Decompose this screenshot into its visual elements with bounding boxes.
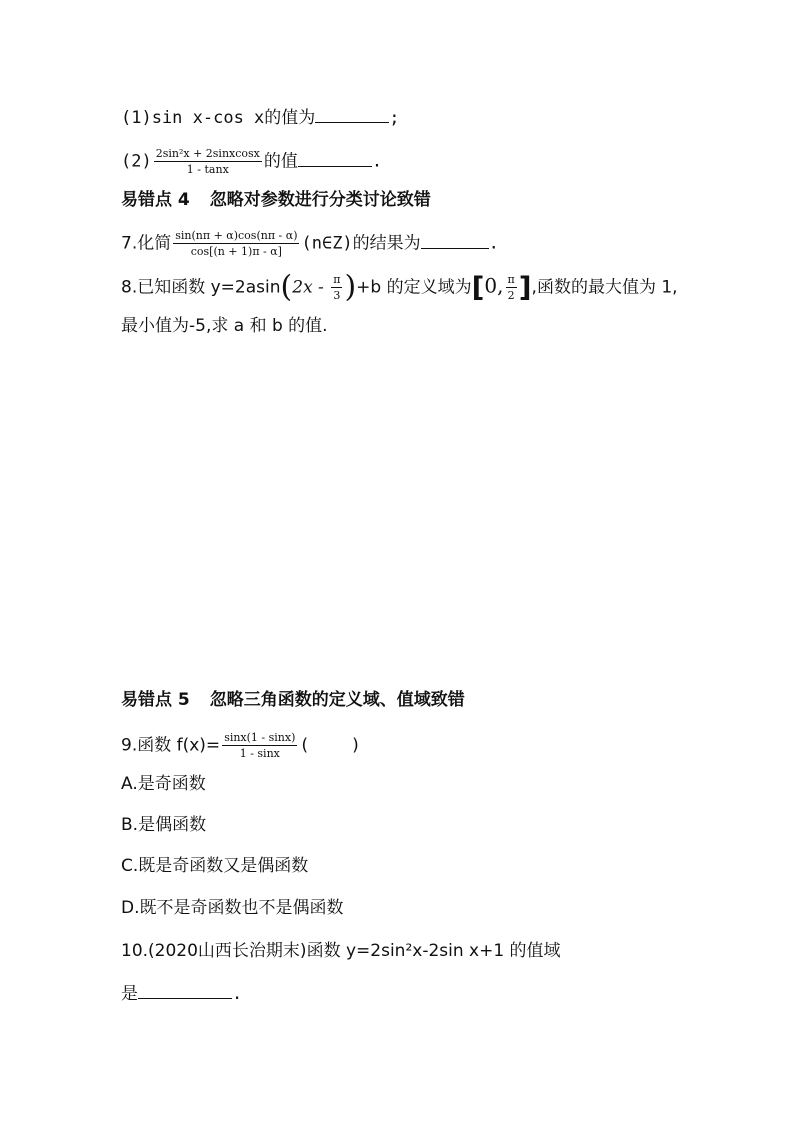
q8-pi-den-b: 2: [507, 289, 515, 302]
q8-pi-num-b: π: [507, 273, 515, 286]
q7-numerator: sin(nπ + α)cos(nπ - α): [175, 229, 298, 242]
q8-pi-over-2: [506, 273, 517, 302]
q8-pi-over-3: [331, 273, 342, 302]
q2-answer-blank[interactable]: [298, 152, 372, 167]
q9-option-c[interactable]: C.既是奇函数又是偶函数: [121, 856, 309, 876]
question-10-line-2: [121, 984, 242, 1004]
q9-option-b[interactable]: B.是偶函数: [121, 815, 207, 835]
q2-end: .: [371, 151, 383, 172]
section-5-label: 易错点 5: [121, 690, 190, 710]
q9-numerator: sinx(1 - sinx): [224, 731, 296, 744]
q8-pi-den-a: 3: [333, 289, 341, 302]
q8-pi-num-a: π: [333, 273, 341, 286]
q9-denominator: 1 - sinx: [239, 747, 280, 760]
q8-open-bracket: [: [471, 270, 485, 304]
section-4-title: 忽略对参数进行分类讨论致错: [209, 190, 431, 210]
question-7: [121, 229, 499, 258]
q8-prefix: 8.已知函数 y=2asin: [121, 277, 281, 298]
q1-end: ;: [389, 108, 400, 128]
question-9: [121, 731, 361, 760]
q9-option-d[interactable]: D.既不是奇函数也不是偶函数: [121, 898, 344, 918]
section-4-label: 易错点 4: [121, 190, 190, 210]
q7-denominator: cos[(n + 1)π - α]: [190, 245, 282, 258]
section-5-heading: [121, 690, 465, 710]
q2-label: (2): [121, 151, 152, 172]
q9-option-a[interactable]: A.是奇函数: [121, 774, 206, 794]
question-8-line-2: 最小值为-5,求 a 和 b 的值.: [121, 316, 328, 336]
q8-close-paren: ): [344, 269, 357, 305]
question-8-line-1: [121, 269, 678, 305]
q7-end: .: [488, 233, 499, 254]
q1-expression: (1)sin x-cos x: [121, 108, 265, 128]
q8-after: +b 的定义域为: [356, 277, 472, 298]
q10-end: .: [232, 984, 243, 1004]
q2-denominator: 1 - tanx: [186, 163, 229, 176]
q8-inner: 2x -: [292, 277, 330, 298]
section-4-heading: [121, 190, 431, 210]
q10-answer-blank[interactable]: [138, 984, 232, 999]
q10-prefix: 是: [121, 984, 138, 1004]
q1-answer-blank[interactable]: [315, 108, 389, 123]
q7-answer-blank[interactable]: [421, 234, 489, 249]
q8-close-bracket: ]: [518, 270, 532, 304]
q1-suffix: 的值为: [264, 108, 316, 128]
q8-tail: ,函数的最大值为 1,: [531, 277, 678, 298]
q8-interval-start: 0,: [484, 273, 504, 298]
q7-prefix: 7.化简: [121, 233, 172, 254]
q2-numerator: 2sin²x + 2sinxcosx: [155, 147, 260, 160]
section-5-title: 忽略三角函数的定义域、值域致错: [209, 690, 465, 710]
question-1-part-1: [121, 108, 400, 128]
question-10-line-1: 10.(2020山西长治期末)函数 y=2sin²x-2sin x+1 的值域: [121, 941, 561, 961]
q2-fraction: [154, 147, 262, 176]
q8-open-paren: (: [280, 269, 293, 305]
q9-answer-paren[interactable]: ( ): [299, 735, 361, 756]
q9-fraction: [222, 731, 297, 760]
q7-middle: (n∈Z)的结果为: [301, 233, 421, 254]
q9-prefix: 9.函数 f(x)=: [121, 735, 221, 756]
q2-suffix: 的值: [263, 151, 298, 172]
q7-fraction: [173, 229, 299, 258]
question-1-part-2: [121, 147, 382, 176]
